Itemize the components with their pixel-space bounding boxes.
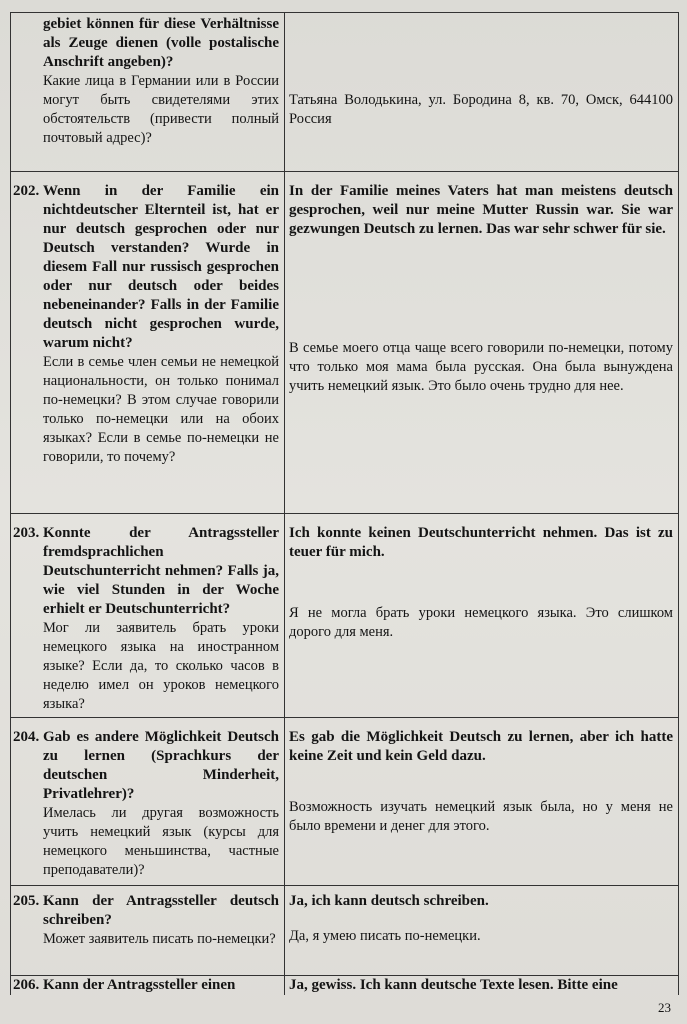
- question-number: 205.: [13, 893, 40, 909]
- answer-de: In der Familie meines Vaters hat man meistens deutsch gesprochen, weil nur meine Mutter Russin war. Sie war gezwungen Deutsch zu lernen. Das war sehr schwer für sie.: [289, 183, 673, 237]
- answer-cell: [289, 728, 673, 836]
- question-ru: Может заявитель писать по-немецки?: [43, 931, 276, 947]
- question-de: Kann der Antragssteller einen: [43, 977, 236, 993]
- answer-cell: [289, 976, 673, 995]
- table-row: [11, 717, 678, 886]
- questionnaire-table: [10, 12, 679, 995]
- answer-ru: Я не могла брать уроки немецкого языка. Это слишком дорого для меня.: [289, 605, 673, 640]
- answer-cell: [289, 892, 673, 946]
- question-de: Konnte der Antragssteller fremdsprachlichen Deutschunterricht nehmen? Falls ja, wie viel Stunden in der Woche erhielt er Deutschunterricht?: [43, 525, 279, 617]
- answer-cell: [289, 524, 673, 642]
- question-de: gebiet können für diese Verhältnisse als Zeuge dienen (volle postalische Anschrift angeben)?: [43, 16, 279, 70]
- question-cell: [11, 728, 279, 880]
- table-row: [11, 171, 678, 514]
- question-cell: [11, 524, 279, 714]
- question-de: Wenn in der Familie ein nichtdeutscher Elternteil ist, hat er nur deutsch gesprochen oder nur Deutsch verstanden? Wurde in diesem Fall nur russisch gesprochen oder nur deutsch oder beides nebeneinander? Falls in der Familie deutsch nicht gesprochen wurde, warum nicht?: [43, 183, 279, 351]
- question-cell: [11, 892, 279, 949]
- table-row: [11, 885, 678, 982]
- page-number: 23: [658, 1000, 671, 1015]
- answer-cell: [289, 91, 673, 129]
- answer-de: Ja, gewiss. Ich kann deutsche Texte lesen. Bitte eine: [289, 977, 618, 993]
- question-number: 204.: [13, 729, 40, 745]
- question-ru: Какие лица в Германии или в России могут быть свидетелями этих обстоятельств (привести полный почтовый адрес)?: [43, 73, 279, 146]
- question-de: Gab es andere Möglichkeit Deutsch zu lernen (Sprachkurs der deutschen Minderheit, Privatlehrer)?: [43, 729, 279, 802]
- question-de: Kann der Antragssteller deutsch schreiben?: [43, 893, 279, 928]
- answer-de: Ich konnte keinen Deutschunterricht nehmen. Das ist zu teuer für mich.: [289, 525, 673, 560]
- answer-de: Es gab die Möglichkeit Deutsch zu lernen, aber ich hatte keine Zeit und kein Geld dazu.: [289, 729, 673, 764]
- answer-de: Ja, ich kann deutsch schreiben.: [289, 893, 489, 909]
- question-cell: [11, 976, 279, 995]
- answer-cell: [289, 182, 673, 396]
- answer-ru: Татьяна Володькина, ул. Бородина 8, кв. 70, Омск, 644100 Россия: [289, 92, 673, 127]
- question-ru: Имелась ли другая возможность учить немецкий язык (курсы для немецкого меньшинства, частные преподаватели)?: [43, 805, 279, 878]
- question-ru: Если в семье член семьи не немецкой национальности, он только понимал по-немецки? В этом случае говорили только по-немецки или на обоих языках? Если в семье по-немецки не говорили, то почему?: [43, 354, 279, 465]
- question-ru: Мог ли заявитель брать уроки немецкого языка на иностранном языке? Если да, то сколько часов в неделю имел он уроков немецкого языка?: [43, 620, 279, 712]
- answer-ru: В семье моего отца чаще всего говорили по-немецки, потому что только моя мама была русская. Она была вынуждена учить немецкий язык. Это было очень трудно для нее.: [289, 340, 673, 394]
- table-row: [11, 13, 678, 171]
- answer-ru: Возможность изучать немецкий язык была, но у меня не было времени и денег для этого.: [289, 799, 673, 834]
- question-number: 203.: [13, 525, 40, 541]
- question-number: 202.: [13, 183, 40, 199]
- table-row: [11, 975, 678, 996]
- question-number: 206.: [13, 977, 40, 993]
- question-cell: [11, 182, 279, 467]
- answer-ru: Да, я умею писать по-немецки.: [289, 928, 481, 944]
- question-cell: [11, 15, 279, 148]
- table-row: [11, 513, 678, 718]
